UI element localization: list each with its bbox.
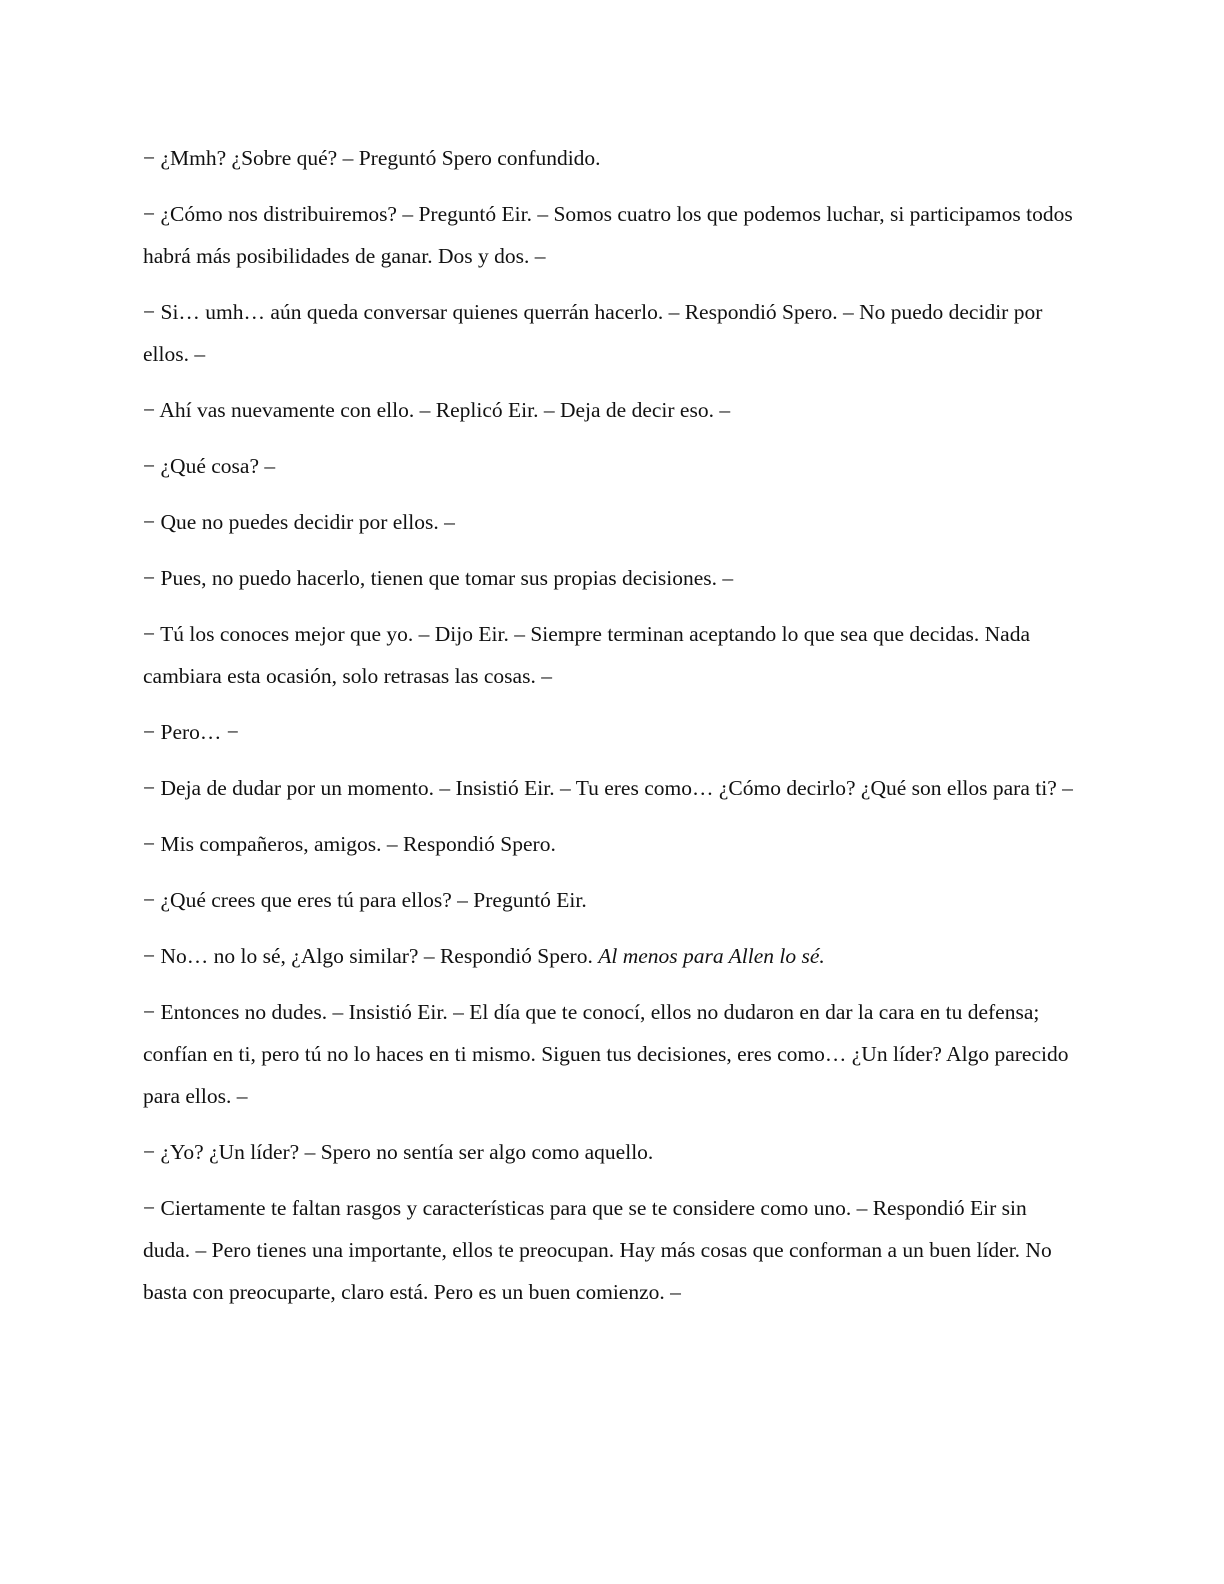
italic-thought: Al menos para Allen lo sé. [598, 944, 825, 968]
paragraph: − ¿Yo? ¿Un líder? – Spero no sentía ser algo como aquello. [143, 1140, 654, 1164]
paragraph: − Pues, no puedo hacerlo, tienen que tomar sus propias decisiones. – [143, 566, 734, 590]
document-body [143, 137, 1073, 1327]
paragraph: − ¿Mmh? ¿Sobre qué? – Preguntó Spero confundido. [143, 146, 601, 170]
paragraph: − Mis compañeros, amigos. – Respondió Spero. [143, 832, 556, 856]
paragraph: − ¿Qué crees que eres tú para ellos? – Preguntó Eir. [143, 888, 587, 912]
paragraph: − Ahí vas nuevamente con ello. – Replicó Eir. – Deja de decir eso. – [143, 398, 731, 422]
paragraph: − Pero… − [143, 720, 239, 744]
paragraph: − Deja de dudar por un momento. – Insistió Eir. – Tu eres como… ¿Cómo decirlo? ¿Qué son ellos para ti? – [143, 776, 1073, 800]
paragraph: − ¿Qué cosa? – [143, 454, 276, 478]
paragraph: − No… no lo sé, ¿Algo similar? – Respondió Spero. Al menos para Allen lo sé. [143, 944, 825, 968]
paragraph: − Ciertamente te faltan rasgos y características para que se te considere como uno. – Respondió Eir sin duda. – Pero tienes una importante, ellos te preocupan. Hay más cosas que conforman a un buen líder. No basta con preocuparte, claro está. Pero es un buen comienzo. – [143, 1196, 1052, 1304]
paragraph: − Entonces no dudes. – Insistió Eir. – El día que te conocí, ellos no dudaron en dar la cara en tu defensa; confían en ti, pero tú no lo haces en ti mismo. Siguen tus decisiones, eres como… ¿Un líder? Algo parecido para ellos. – [143, 1000, 1069, 1108]
paragraph: − Tú los conoces mejor que yo. – Dijo Eir. – Siempre terminan aceptando lo que sea que decidas. Nada cambiara esta ocasión, solo retrasas las cosas. – [143, 622, 1031, 688]
paragraph: − Si… umh… aún queda conversar quienes querrán hacerlo. – Respondió Spero. – No puedo decidir por ellos. – [143, 300, 1043, 366]
paragraph: − Que no puedes decidir por ellos. – [143, 510, 455, 534]
paragraph: − ¿Cómo nos distribuiremos? – Preguntó Eir. – Somos cuatro los que podemos luchar, si participamos todos habrá más posibilidades de ganar. Dos y dos. – [143, 202, 1073, 268]
